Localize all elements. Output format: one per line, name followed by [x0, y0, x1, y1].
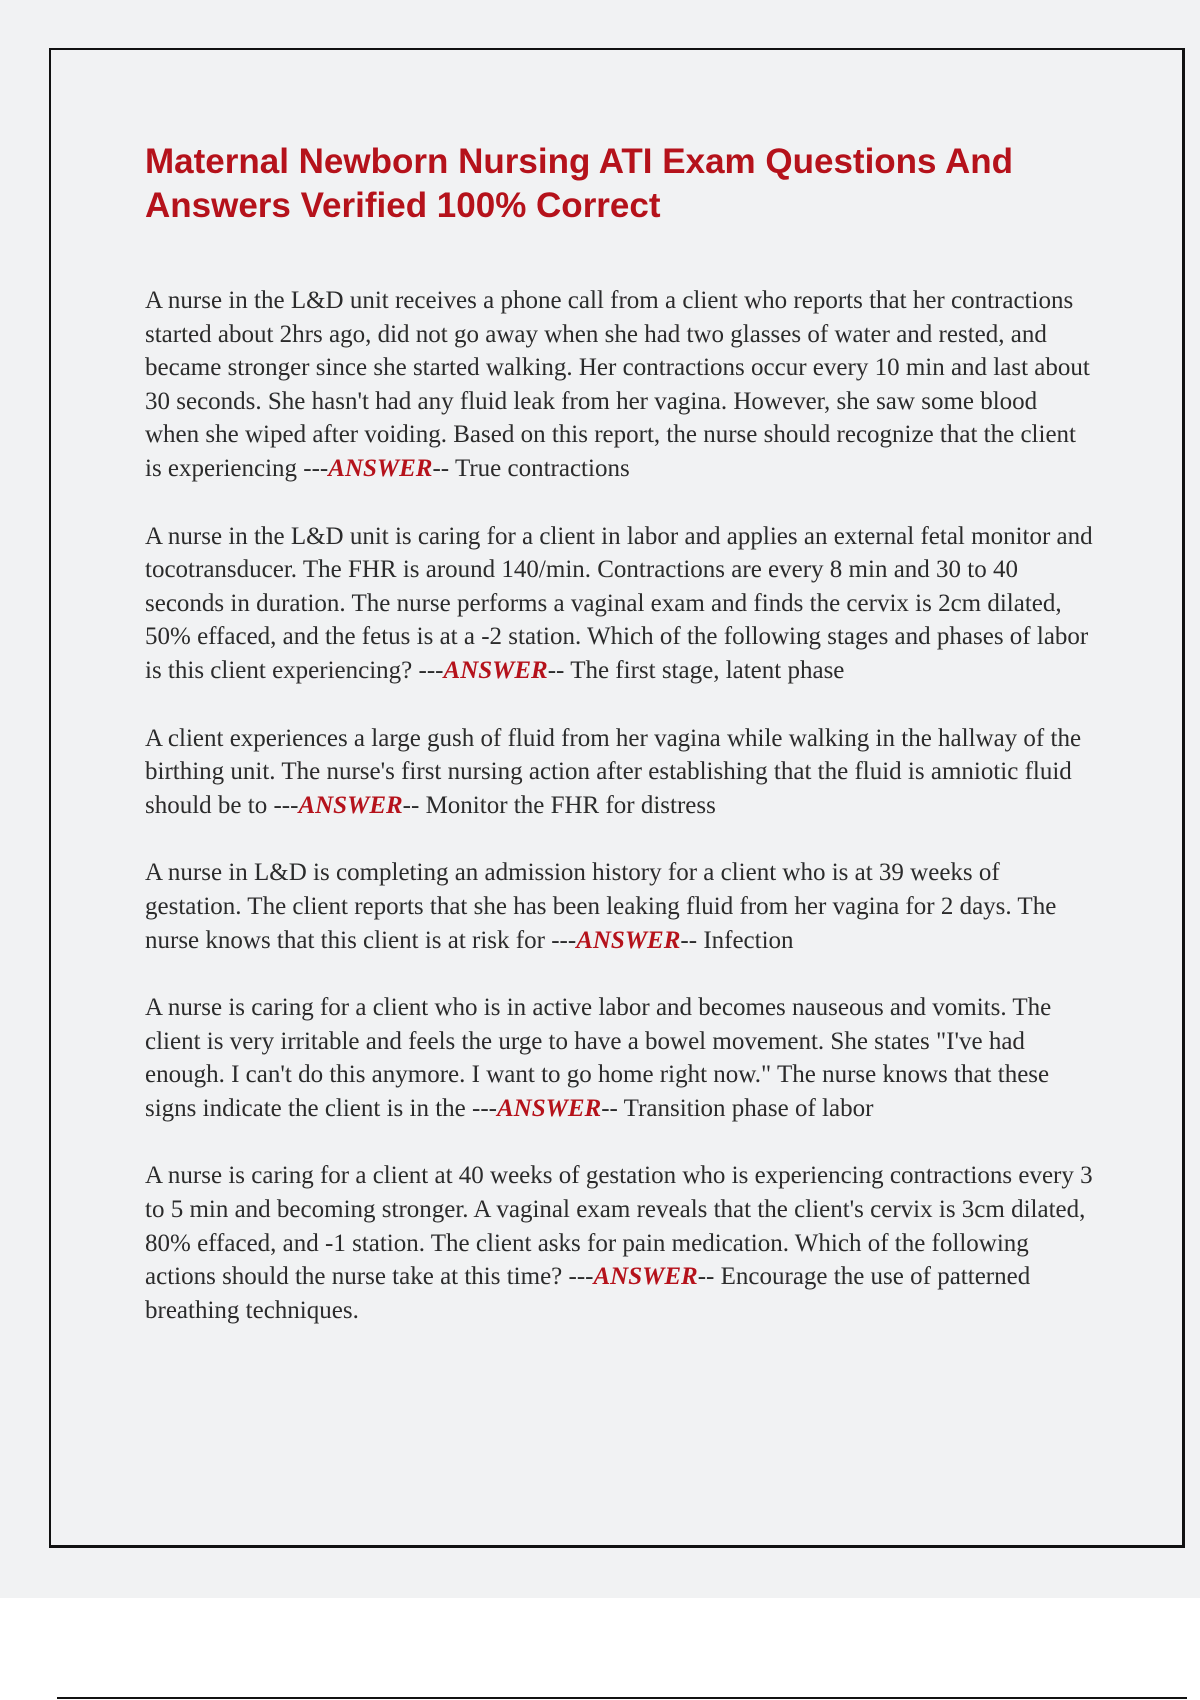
- answer-prefix: ---: [472, 1094, 497, 1122]
- answer-text: Transition phase of labor: [617, 1094, 874, 1122]
- document-body: [145, 140, 1095, 1361]
- question-text: A client experiences a large gush of fluid from her vagina while walking in the hallway of the birthing unit. The nurse's first nursing action after establishing that the fluid is amniotic fluid should be to: [145, 724, 1082, 819]
- answer-suffix: --: [697, 1263, 715, 1291]
- answer-prefix: ---: [551, 926, 577, 954]
- answer-text: True contractions: [449, 454, 630, 482]
- answer-label: ANSWER: [298, 791, 403, 819]
- answer-prefix: ---: [418, 656, 444, 684]
- answer-text: The first stage, latent phase: [564, 656, 845, 684]
- question-text: A nurse in the L&D unit receives a phone call from a client who reports that her contractions started about 2hrs ago, did not go away when she had two glasses of water and rested, and became stronger since she started walking. Her contractions occur every 10 min and last about 30 seconds. She hasn't had any fluid leak from her vagina. However, she saw some blood when she wiped after voiding. Based on this report, the nurse should recognize that the client is experiencing: [145, 287, 1090, 482]
- answer-prefix: ---: [568, 1263, 594, 1291]
- answer-label: ANSWER: [576, 926, 681, 954]
- answer-label: ANSWER: [497, 1094, 602, 1122]
- qa-item: [145, 520, 1095, 688]
- qa-item: [145, 1159, 1095, 1327]
- footer-divider: [57, 1697, 1187, 1699]
- answer-suffix: --: [402, 791, 420, 819]
- answer-suffix: --: [601, 1094, 618, 1122]
- answer-text: Encourage the use of patterned breathing techniques.: [145, 1263, 1031, 1324]
- answer-label: ANSWER: [328, 454, 433, 482]
- question-text: A nurse is caring for a client at 40 weeks of gestation who is experiencing contractions every 3 to 5 min and becoming stronger. A vaginal exam reveals that the client's cervix is 3cm dilated, 80% effaced, and -1 station. The client asks for pain medication. Which of the following actions should the nurse take at this time?: [145, 1162, 1093, 1291]
- document-title: Maternal Newborn Nursing ATI Exam Questions And Answers Verified 100% Correct: [145, 142, 1013, 225]
- answer-suffix: --: [547, 656, 565, 684]
- qa-item: [145, 856, 1095, 957]
- answer-prefix: ---: [273, 791, 299, 819]
- question-text: A nurse is caring for a client who is in active labor and becomes nauseous and vomits. The client is very irritable and feels the urge to have a bowel movement. She states "I've had enough. I can't do this anymore. I want to go home right now." The nurse knows that these signs indicate the client is in the: [145, 994, 1052, 1122]
- question-text: A nurse in L&D is completing an admission history for a client who is at 39 weeks of gestation. The client reports that she has been leaking fluid from her vagina for 2 days. The nurse knows that this client is at risk for: [145, 859, 1057, 954]
- qa-item: [145, 284, 1095, 486]
- question-text: A nurse in the L&D unit is caring for a client in labor and applies an external fetal monitor and tocotransducer. The FHR is around 140/min. Contractions are every 8 min and 30 to 40 seconds in duration. The nurse performs a vaginal exam and finds the cervix is 2cm dilated, 50% effaced, and the fetus is at a -2 station. Which of the following stages and phases of labor is this client experiencing?: [145, 522, 1093, 684]
- answer-label: ANSWER: [443, 656, 548, 684]
- answer-prefix: ---: [303, 454, 329, 482]
- qa-item: [145, 991, 1095, 1125]
- answer-suffix: --: [680, 926, 698, 954]
- answer-label: ANSWER: [593, 1263, 698, 1291]
- qa-item: [145, 722, 1095, 823]
- answer-suffix: --: [432, 454, 450, 482]
- answer-text: Monitor the FHR for distress: [419, 791, 716, 819]
- answer-text: Infection: [697, 926, 794, 954]
